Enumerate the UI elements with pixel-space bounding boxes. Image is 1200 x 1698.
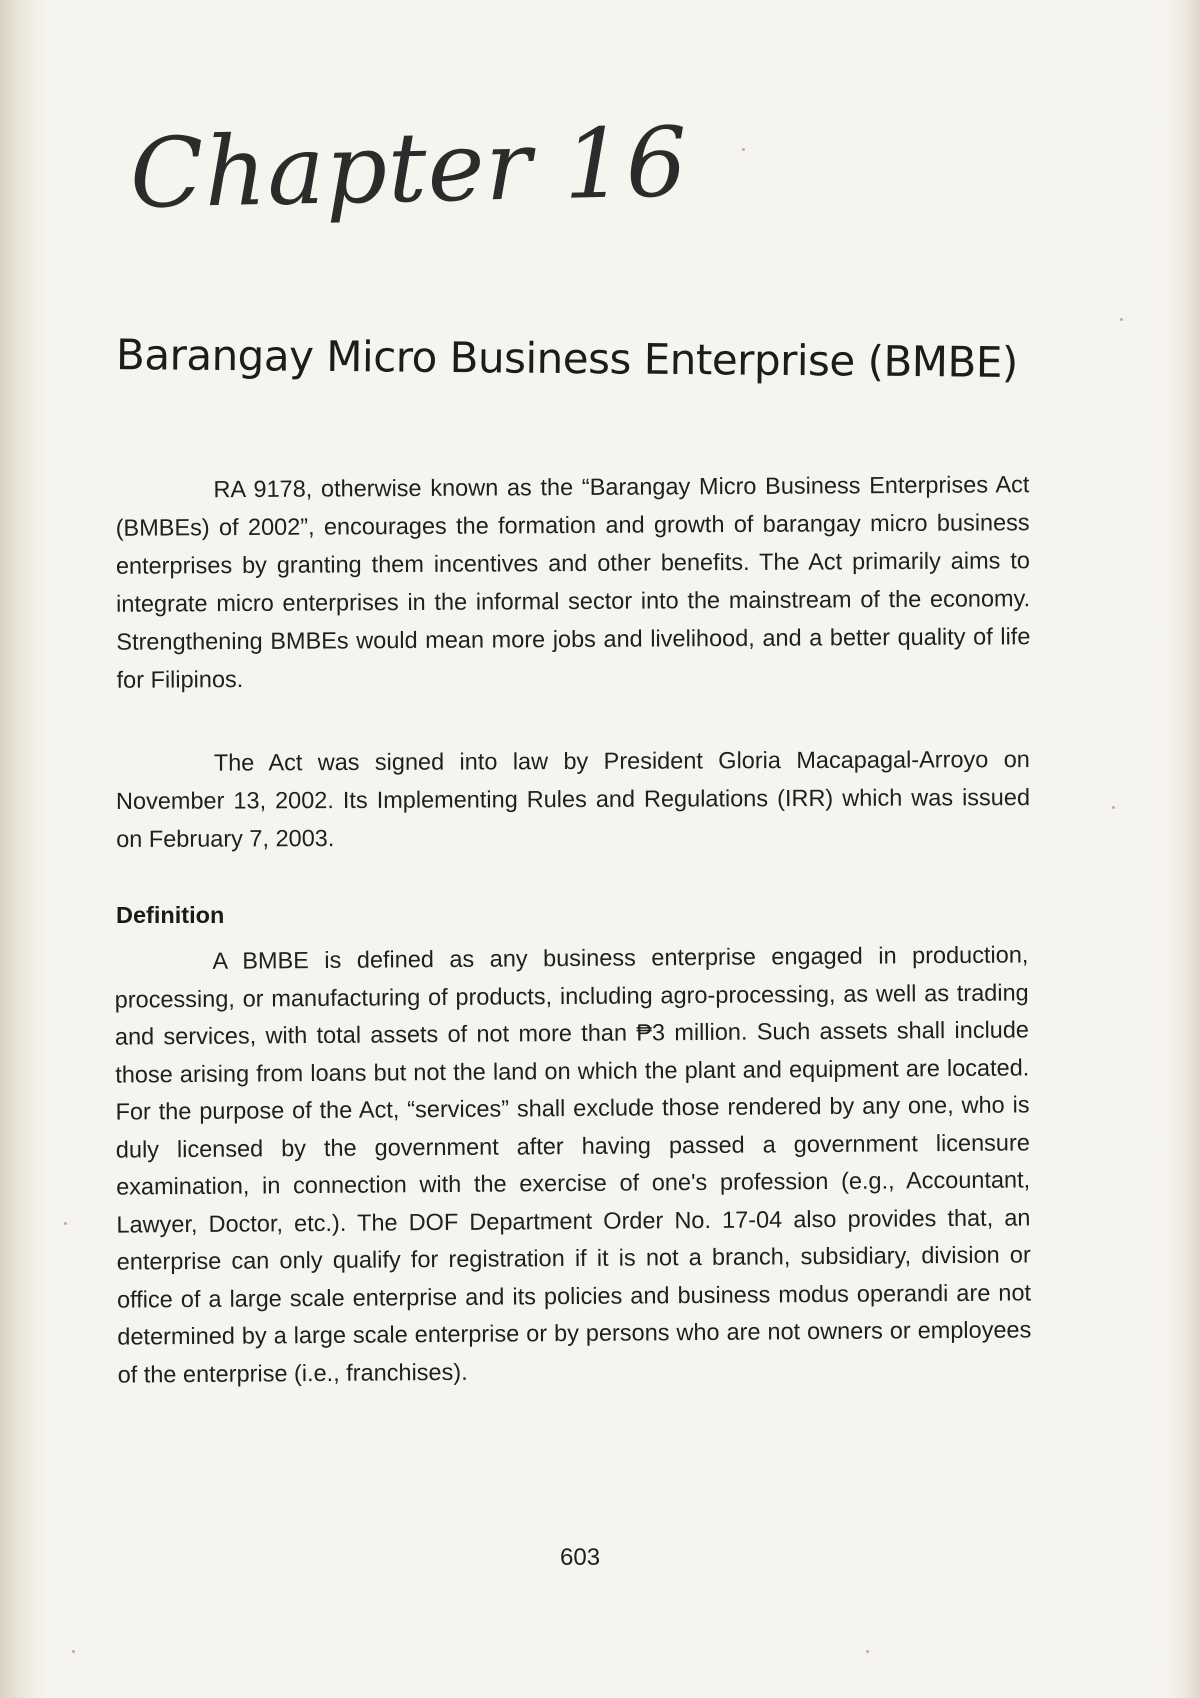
definition-heading: Definition (116, 902, 225, 928)
page-right-edge-shadow (1166, 0, 1200, 1698)
page-left-edge-shadow (0, 0, 46, 1698)
definition-paragraph: A BMBE is defined as any business enterprise engaged in production, processing, or manufacturing of products, including agro-processing, as well as trading and services, with total assets of not more than ₱3 million. Such assets shall include those arising from loans but not the land on which the plant and equipment are located. For the purpose of the Act, “services” shall exclude those rendered by any one, who is duly licensed by the government after having passed a government licensure examination, in connection with the exercise of one's profession (e.g., Accountant, Lawyer, Doctor, etc.). The DOF Department Order No. 17-04 also provides that, an enterprise can only qualify for registration if it is not a branch, subsidiary, division or office of a large scale enterprise and its policies and business modus operandi are not determined by a large scale enterprise or by persons who are not owners or employees of the enterprise (i.e., franchises). (114, 941, 1032, 1388)
chapter-title: Barangay Micro Business Enterprise (BMBE) (115, 330, 1019, 387)
scan-speck (866, 1650, 869, 1653)
scan-speck (72, 1650, 75, 1653)
intro-paragraph: RA 9178, otherwise known as the “Barangay Micro Business Enterprises Act (BMBEs) of 2002”, encourages the formation and growth of barangay micro business enterprises by granting them incentives and other benefits. The Act primarily aims to integrate micro enterprises in the informal sector into the mainstream of the economy. Strengthening BMBEs would mean more jobs and livelihood, and a better quality of life for Filipinos. (115, 471, 1031, 693)
scan-speck (64, 1222, 67, 1225)
signing-paragraph: The Act was signed into law by President Gloria Macapagal-Arroyo on November 13, 2002. Its Implementing Rules and Regulations (IRR) which was issued on February 7, 2003. (115, 746, 1031, 852)
scan-speck (1120, 318, 1123, 321)
scan-speck (1112, 806, 1115, 809)
chapter-heading: Chapter 16 (128, 106, 690, 230)
page-number: 603 (560, 1544, 601, 1571)
scan-speck (742, 148, 745, 151)
